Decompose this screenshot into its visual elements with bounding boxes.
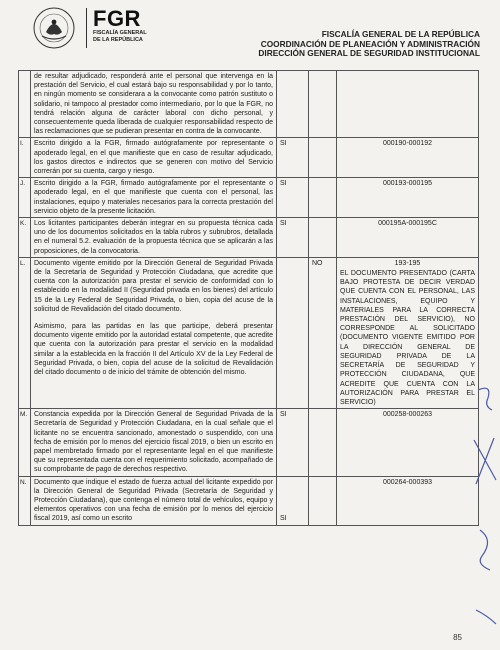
row-si: SI <box>277 178 309 218</box>
logo-text: FGR <box>93 6 141 31</box>
row-folio-cell <box>337 257 479 408</box>
row-folio: 000193-000195 <box>337 178 479 218</box>
row-description: Escrito dirigido a la FGR, firmado autógrafamente por el representante o apoderado legal, en el que manifieste que cuenta con el personal, las instalaciones, equipo y materiales necesarios para la correcta prestación del servicio objeto de la presente licitación. <box>31 178 277 218</box>
row-letter: J. <box>19 178 31 218</box>
national-seal-icon <box>24 6 84 50</box>
row-si: SI <box>277 138 309 178</box>
institution-header <box>180 30 480 59</box>
row-folio <box>337 71 479 138</box>
row-description-para-1: Documento vigente emitido por la Dirección General de Seguridad Privada de la Secretaría de Seguridad y Protección Ciudadana, que acredite que cuenta con la autorización para prestar el servicio de conformidad con lo establecido en la modalidad II (Seguridad privada en los bienes) del artículo 15 de la Ley Federal de Seguridad Privada, o bien, copia del acuse de la solicitud de Revalidación del citado documento. <box>34 259 273 313</box>
table-row <box>19 257 479 408</box>
row-letter: M. <box>19 409 31 476</box>
fgr-logo <box>86 8 173 48</box>
row-description: Los licitantes participantes deberán integrar en su propuesta técnica cada uno de los documentos solicitados en la tabla rubros y subrubros, detallada en el numeral 5.2. evaluación de la propuesta técnica que se aplicarán a las proposiciones, de la convocatoria. <box>31 218 277 258</box>
header-line-2: COORDINACIÓN DE PLANEACIÓN Y ADMINISTRACIÓN <box>260 38 480 49</box>
row-folio: 000190-000192 <box>337 138 479 178</box>
evaluation-table <box>18 70 479 526</box>
row-no <box>309 218 337 258</box>
table-row <box>19 218 479 258</box>
row-si <box>277 71 309 138</box>
handwritten-marks-icon <box>470 380 500 640</box>
table-row <box>19 476 479 525</box>
row-no <box>309 178 337 218</box>
row-folio: 193-195 <box>394 259 421 267</box>
row-no <box>309 138 337 178</box>
row-letter: N. <box>19 476 31 525</box>
row-letter: K. <box>19 218 31 258</box>
header-line-1: FISCALÍA GENERAL DE LA REPÚBLICA <box>321 29 480 39</box>
row-folio: 000264-000393 <box>337 476 479 525</box>
table-row <box>19 178 479 218</box>
table-row <box>19 138 479 178</box>
row-description: Documento que indique el estado de fuerza actual del licitante expedido por la Dirección General de Seguridad Privada (Secretaría de Seguridad y Protección Ciudadana), que contenga el número total de vehículos, equipo y elementos operativos con una fecha de emisión por lo menos del ejercicio fiscal 2019, así como un escrito <box>31 476 277 525</box>
row-no <box>309 409 337 476</box>
row-letter <box>19 71 31 138</box>
row-letter: L. <box>19 257 31 408</box>
row-observation: EL DOCUMENTO PRESENTADO (CARTA BAJO PROTESTA DE DECIR VERDAD QUE CUENTA CON EL PERSONAL, LAS INSTALACIONES, EQUIPO Y MATERIALES PARA LA CORRECTA PRESTACIÓN DEL SERVICIO), NO CORRESPONDE AL SOLICITADO (DOCUMENTO VIGENTE EMITIDO POR LA DIRECCIÓN GENERAL DE SEGURIDAD PRIVADA DE LA SECRETARÍA DE SEGURIDAD Y PROTECCIÓN CIUDADANA, QUE ACREDITE QUE CUENTA CON LA AUTORIZACIÓN PARA PRESTAR EL SERVICIO) <box>340 270 475 406</box>
row-folio: 000258-000263 <box>337 409 479 476</box>
row-description: de resultar adjudicado, responderá ante el personal que intervenga en la prestación del Servicio, el cual estará bajo su responsabilidad y por lo tanto, en ningún momento se considerara a la convocante como patrón sustituto o solidario, ni tampoco al prestador como intermediario, por lo que la FGR, no tendrá relación alguna de carácter laboral con dicho personal, y consecuentemente queda liberada de cualquier responsabilidad respecto de las reclamaciones que se pudieran presentar en contra de la convocante. <box>31 71 277 138</box>
table-row <box>19 409 479 476</box>
row-description-para-2: Asimismo, para las partidas en las que participe, deberá presentar documento vigente emitido por la autoridad estatal competente, que acredite que cuenta con la autorización para prestar el servicio en la modalidad similar a la establecida en la fracción II del Artículo XV de la Ley Federal de Seguridad Privada, o bien, copia del acuse de la solicitud de Revalidación del citado documento o de inicio del trámite de obtención del mismo. <box>34 323 273 377</box>
logo-subtitle-2: DE LA REPÚBLICA <box>93 36 143 43</box>
row-description: Constancia expedida por la Dirección General de Seguridad Privada de la Secretaría de Seguridad y Protección Ciudadana, en la cual señale que el licitante no se encuentra sancionado, amonestado o suspendido, con una fecha de emisión por lo menos del ejercicio fiscal 2019, o bien un escrito en papel membretado firmado por el representante legal en el que manifieste que su representada cuenta con el requerimiento solicitado, acompañado de su comprobante de pago de derechos respectivo. <box>31 409 277 476</box>
row-folio: 000195A-000195C <box>337 218 479 258</box>
row-description: Escrito dirigido a la FGR, firmado autógrafamente por representante o apoderado legal, en el que manifieste que en caso de resultar adjudicado, los gastos directos e indirectos que se generen con motivo del Servicio correrán por su cuenta, cargo y riesgo. <box>31 138 277 178</box>
header-line-3: DIRECCIÓN GENERAL DE SEGURIDAD INSTITUCIONAL <box>258 48 480 59</box>
row-no <box>309 71 337 138</box>
row-letter: I. <box>19 138 31 178</box>
table-row <box>19 71 479 138</box>
row-si: SI <box>277 218 309 258</box>
row-si: SI <box>277 409 309 476</box>
row-si: SI <box>277 476 309 525</box>
row-description <box>31 257 277 408</box>
row-si <box>277 257 309 408</box>
page-number: 85 <box>453 633 462 642</box>
row-no: NO <box>309 257 337 408</box>
row-no <box>309 476 337 525</box>
logo-subtitle-1: FISCALÍA GENERAL <box>93 30 147 36</box>
